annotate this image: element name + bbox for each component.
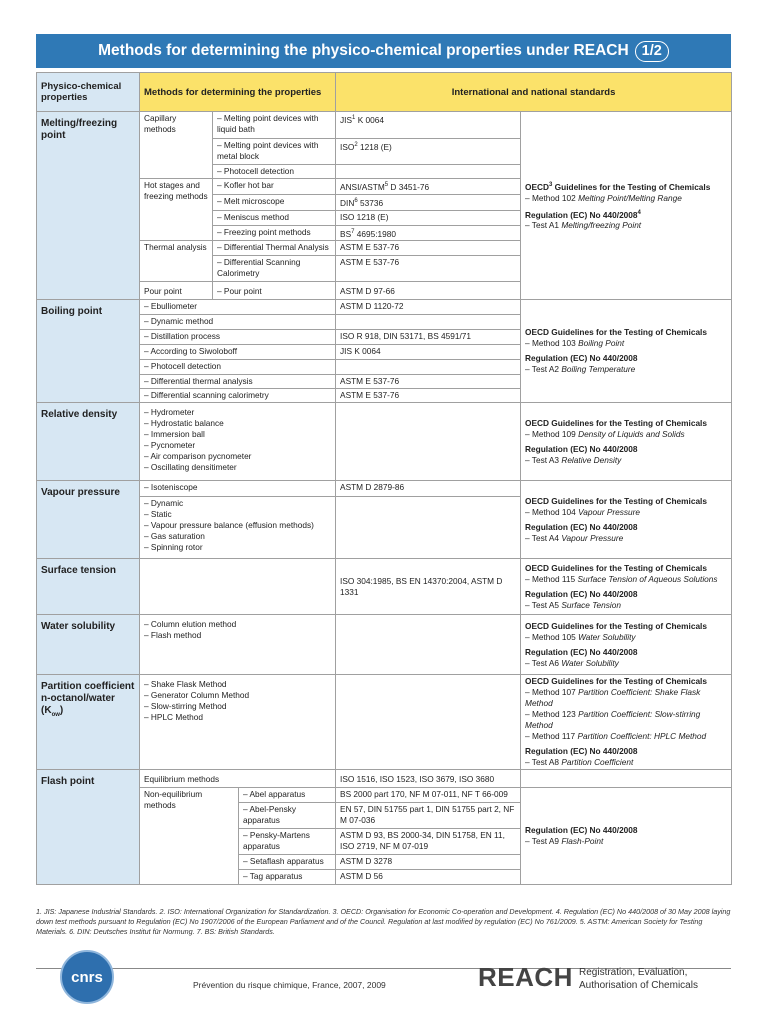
standard-cell: ASTM D 1120-72 [336,300,521,315]
property-partition: Partition coefficient n-octanol/water $(K_{ow})$ [37,675,140,770]
method-list: – Shake Flask Method – Generator Column Method – Slow-stirring Method – HPLC Method [140,675,336,770]
method-cell: – Dynamic method [140,315,336,330]
standard-cell [521,770,732,788]
standard-cell: ASTM E 537-76 [336,256,521,282]
method-cell: – Isoteniscope [140,481,336,497]
method-list: – Dynamic – Static – Vapour pressure balance (effusion methods) – Gas saturation – Spinning rotor [140,497,336,559]
header-properties: Physico-chemical properties [37,73,140,112]
method-cell: – Melt microscope [213,194,336,210]
method-cell: – Setaflash apparatus [239,855,336,870]
standard-cell: ASTM D 97-66 [336,282,521,300]
standard-cell: ASTM D 2879-86 [336,481,521,497]
reach-subtitle: Registration, Evaluation, Authorisation of Chemicals [579,967,698,991]
method-cell: – Ebulliometer [140,300,336,315]
method-group-thermal: Thermal analysis [140,241,213,282]
standard-cell [336,360,521,375]
regulation-cell-vapour: OECD Guidelines for the Testing of Chemicals – Method 104 Vapour Pressure Regulation (EC) No 440/2008 – Test A4 Vapour Pressure [521,481,732,559]
page-title [36,34,731,68]
method-cell: – Melting point devices with metal block [213,139,336,165]
method-group-pour: Pour point [140,282,213,300]
regulation-cell-flash: Regulation (EC) No 440/2008 – Test A9 Flash-Point [521,788,732,885]
method-cell: – Differential Scanning Calorimetry [213,256,336,282]
standard-cell [336,675,521,770]
method-cell: – Differential scanning calorimetry [140,389,336,403]
method-group-non-equilibrium: Non-equilibrium methods [140,788,239,885]
method-cell: – Abel apparatus [239,788,336,803]
method-cell: – Meniscus method [213,210,336,225]
table-row [37,675,732,770]
method-cell: – Abel-Pensky apparatus [239,803,336,829]
footer-source: Prévention du risque chimique, France, 2007, 2009 [193,980,386,990]
method-cell: – Freezing point methods [213,225,336,241]
standard-cell: EN 57, DIN 51755 part 1, DIN 51755 part 2, NF M 07-036 [336,803,521,829]
cnrs-logo: cnrs [60,950,114,1004]
table-row [37,112,732,139]
standard-cell: ISO 304:1985, BS EN 14370:2004, ASTM D 1331 [336,559,521,615]
property-water: Water solubility [37,615,140,675]
page-indicator: 1/2 [635,41,669,62]
method-cell: – Photocell detection [140,360,336,375]
method-cell: – Melting point devices with liquid bath [213,112,336,139]
property-boiling: Boiling point [37,300,140,403]
standard-cell [336,497,521,559]
standard-cell: ASTM E 537-76 [336,241,521,256]
method-cell: – According to Siwoloboff [140,345,336,360]
standard-cell: ASTM E 537-76 [336,375,521,389]
method-cell: – Tag apparatus [239,870,336,885]
standard-cell [336,315,521,330]
method-cell: – Kofler hot bar [213,179,336,195]
methods-table [36,72,732,885]
method-cell: – Differential thermal analysis [140,375,336,389]
property-flash: Flash point [37,770,140,885]
table-row [37,403,732,481]
standard-cell: ISO 1218 (E) [336,210,521,225]
footnotes: 1. JIS: Japanese Industrial Standards. 2. ISO: International Organization for Standardization. 3. OECD: Organisation for Economic Co-operation and Development. 4. Regulation (EC) No 440/2008 of 30 May 2008 laying down test methods pursuant to Regulation (EC) No 1907/2006 of the European Parliament and of the Council. Regulation at last modified by regulation (EC) No 761/2009. 5. ASTM: American Society for Testing Materials. 6. DIN: Deutsches Institut für Normung. 7. BS: British Standards. [36,907,731,936]
standard-cell: ISO$^2$ 1218 (E) [336,139,521,165]
regulation-cell-melting: OECD$^3$ Guidelines for the Testing of Chemicals – Method 102 Melting Point/Melting Range Regulation (EC) No 440/2008$^4$ – Test A1 Melting/freezing Point [521,112,732,300]
regulation-cell-boiling: OECD Guidelines for the Testing of Chemicals – Method 103 Boiling Point Regulation (EC) No 440/2008 – Test A2 Boiling Temperature [521,300,732,403]
method-group-hot-stages: Hot stages and freezing methods [140,179,213,241]
standard-cell: ASTM D 3278 [336,855,521,870]
standard-cell: DIN$^6$ 53736 [336,194,521,210]
property-melting: Melting/freezing point [37,112,140,300]
standard-cell: BS 2000 part 170, NF M 07-011, NF T 66-009 [336,788,521,803]
method-cell [140,559,336,615]
regulation-cell-partition: OECD Guidelines for the Testing of Chemicals – Method 107 Partition Coefficient: Shake Flask Method – Method 123 Partition Coefficient: Slow-stirring Method – Method 117 Partition Coefficient: HPLC Method Regulation (EC) No 440/2008 – Test A8 Partition Coefficient [521,675,732,770]
standard-cell: JIS$^1$ K 0064 [336,112,521,139]
table-row [37,615,732,675]
title-text: Methods for determining the physico-chemical properties under REACH [98,42,629,59]
method-cell: – Pour point [213,282,336,300]
header-methods: Methods for determining the properties [140,73,336,112]
method-cell: Equilibrium methods [140,770,336,788]
method-cell: – Pensky-Martens apparatus [239,829,336,855]
standard-cell: ISO 1516, ISO 1523, ISO 3679, ISO 3680 [336,770,521,788]
standard-cell: ISO R 918, DIN 53171, BS 4591/71 [336,330,521,345]
method-list: – Hydrometer – Hydrostatic balance – Immersion ball – Pycnometer – Air comparison pycnometer – Oscillating densitimeter [140,403,336,481]
standard-cell: ASTM D 93, BS 2000-34, DIN 51758, EN 11, ISO 2719, NF M 07-019 [336,829,521,855]
property-vapour: Vapour pressure [37,481,140,559]
table-row [37,300,732,315]
property-density: Relative density [37,403,140,481]
header-standards: International and national standards [336,73,732,112]
property-surface: Surface tension [37,559,140,615]
standard-cell: $BS^7$ 4695:1980 [336,225,521,241]
regulation-cell-density: OECD Guidelines for the Testing of Chemicals – Method 109 Density of Liquids and Solids Regulation (EC) No 440/2008 – Test A3 Relative Density [521,403,732,481]
table-header-row [37,73,732,112]
standard-cell: ASTM D 56 [336,870,521,885]
standard-cell [336,165,521,179]
method-list: – Column elution method – Flash method [140,615,336,675]
method-group-capillary: Capillary methods [140,112,213,179]
standard-cell: ANSI/ASTM$^5$ D 3451-76 [336,179,521,195]
table-row [37,481,732,497]
table-row [37,788,732,803]
regulation-cell-water: OECD Guidelines for the Testing of Chemicals – Method 105 Water Solubility Regulation (EC) No 440/2008 – Test A6 Water Solubility [521,615,732,675]
table-row [37,559,732,615]
standard-cell [336,615,521,675]
method-cell: – Photocell detection [213,165,336,179]
standard-cell: JIS K 0064 [336,345,521,360]
regulation-cell-surface: OECD Guidelines for the Testing of Chemicals – Method 115 Surface Tension of Aqueous Solutions Regulation (EC) No 440/2008 – Test A5 Surface Tension [521,559,732,615]
method-cell: – Differential Thermal Analysis [213,241,336,256]
reach-logo-text: REACH [478,962,573,992]
standard-cell [336,403,521,481]
method-cell: – Distillation process [140,330,336,345]
standard-cell: ASTM E 537-76 [336,389,521,403]
table-row [37,770,732,788]
